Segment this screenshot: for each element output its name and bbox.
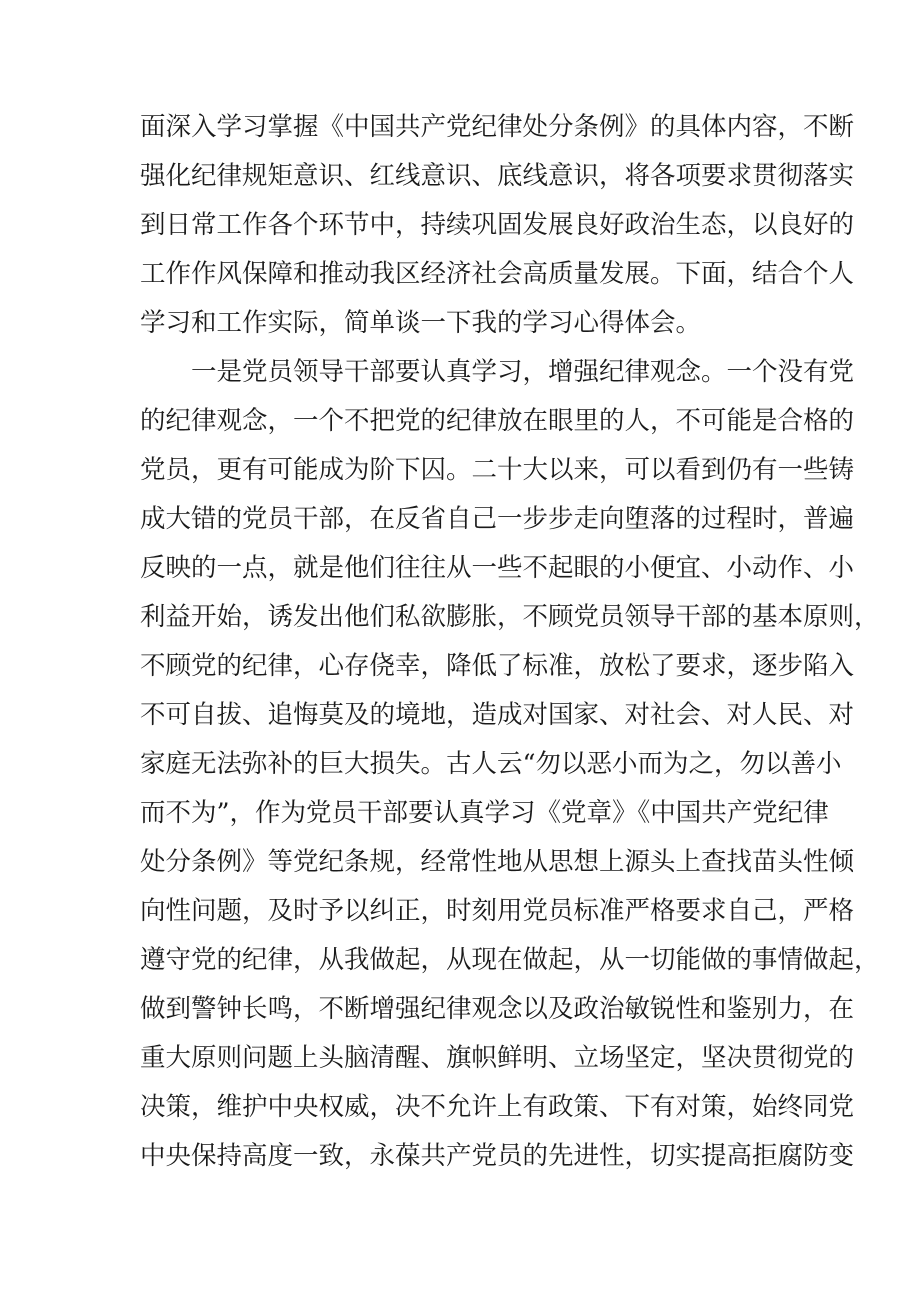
text-line: 而不为”，作为党员干部要认真学习《党章》《中国共产党纪律 — [140, 798, 829, 828]
document-body — [140, 103, 880, 1230]
text-line: 学习和工作实际，简单谈一下我的学习心得体会。 — [140, 308, 702, 338]
text-line: 的纪律观念，一个不把党的纪律放在眼里的人，不可能是合格的 — [140, 406, 855, 436]
text-line: 向性问题，及时予以纠正，时刻用党员标准严格要求自己，严格 — [140, 896, 855, 926]
text-line: 成大错的党员干部，在反省自己一步步走向堕落的过程时，普遍 — [140, 504, 855, 534]
text-line: 不可自拔、追悔莫及的境地，造成对国家、对社会、对人民、对 — [140, 700, 855, 730]
text-line: 强化纪律规矩意识、红线意识、底线意识，将各项要求贯彻落实 — [140, 161, 855, 191]
text-line: 重大原则问题上头脑清醒、旗帜鲜明、立场坚定，坚决贯彻党的 — [140, 1043, 855, 1073]
text-line: 中央保持高度一致，永葆共产党员的先进性，切实提高拒腐防变 — [140, 1141, 855, 1171]
text-line — [140, 1181, 783, 1230]
text-line: 不顾党的纪律，心存侥幸，降低了标准，放松了要求，逐步陷入 — [140, 651, 855, 681]
text-line: 遵守党的纪律，从我做起，从现在做起，从一切能做的事情做起， — [140, 945, 880, 975]
text-line: 做到警钟长鸣，不断增强纪律观念以及政治敏锐性和鉴别力，在 — [140, 994, 855, 1024]
paragraph — [140, 103, 855, 348]
text-line: 到日常工作各个环节中，持续巩固发展良好政治生态，以良好的 — [140, 210, 855, 240]
text-line: 党员，更有可能成为阶下囚。二十大以来，可以看到仍有一些铸 — [140, 455, 855, 485]
text-line: 家庭无法弥补的巨大损失。古人云“勿以恶小而为之，勿以善小 — [140, 749, 842, 779]
text-line: 工作作风保障和推动我区经济社会高质量发展。下面，结合个人 — [140, 259, 855, 289]
text-line: 处分条例》等党纪条规，经常性地从思想上源头上查找苗头性倾 — [140, 847, 855, 877]
text-line: 面深入学习掌握《中国共产党纪律处分条例》的具体内容，不断 — [140, 112, 855, 142]
paragraph — [140, 348, 880, 1230]
text-line: 利益开始，诱发出他们私欲膨胀，不顾党员领导干部的基本原则， — [140, 602, 880, 632]
text-line: 一是党员领导干部要认真学习，增强纪律观念。一个没有党 — [191, 357, 855, 387]
text-line: 反映的一点，就是他们往往从一些不起眼的小便宜、小动作、小 — [140, 553, 855, 583]
text-line: 决策，维护中央权威，决不允许上有政策、下有对策，始终同党 — [140, 1092, 855, 1122]
